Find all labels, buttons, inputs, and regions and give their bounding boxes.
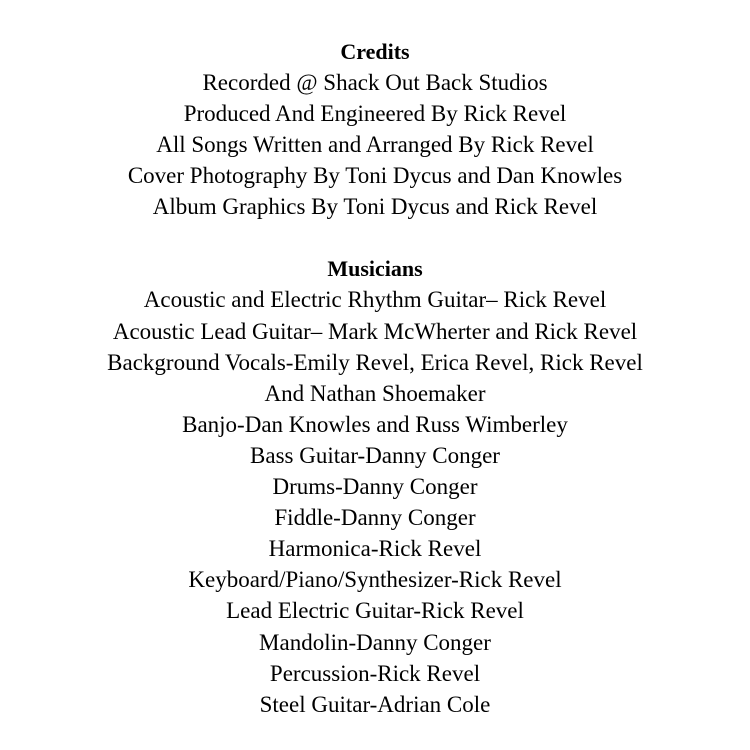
section-spacer	[0, 222, 750, 253]
musician-line: Banjo-Dan Knowles and Russ Wimberley	[182, 411, 568, 437]
musician-line: Drums-Danny Conger	[272, 474, 478, 500]
musician-line: Acoustic Lead Guitar– Mark McWherter and Rick Revel	[112, 318, 638, 344]
musician-line: Acoustic and Electric Rhythm Guitar– Rick Revel	[143, 287, 607, 313]
credits-document	[0, 36, 750, 720]
credit-line-produced: Produced And Engineered By Rick Revel	[183, 101, 567, 127]
musician-line: Fiddle-Danny Conger	[274, 505, 476, 531]
musicians-list	[0, 284, 750, 719]
credits-section	[0, 36, 750, 222]
musician-line: Lead Electric Guitar-Rick Revel	[226, 598, 524, 624]
musician-line: Mandolin-Danny Conger	[259, 629, 491, 655]
musician-line: Percussion-Rick Revel	[269, 660, 481, 686]
credits-heading: Credits	[340, 39, 410, 64]
musician-line: Bass Guitar-Danny Conger	[250, 442, 500, 468]
credit-line-album-graphics: Album Graphics By Toni Dycus and Rick Revel	[152, 194, 598, 220]
musician-line: Keyboard/Piano/Synthesizer-Rick Revel	[188, 567, 562, 593]
credit-line-recorded: Recorded @ Shack Out Back Studios	[202, 70, 548, 95]
musician-line: Steel Guitar-Adrian Cole	[259, 691, 491, 717]
credit-line-songs-written: All Songs Written and Arranged By Rick Revel	[156, 132, 594, 158]
credits-list	[0, 67, 750, 222]
musician-line: And Nathan Shoemaker	[264, 380, 486, 406]
musician-line: Harmonica-Rick Revel	[268, 536, 482, 562]
musician-line: Background Vocals-Emily Revel, Erica Revel, Rick Revel	[107, 349, 643, 375]
musicians-section	[0, 253, 750, 719]
musicians-heading: Musicians	[327, 256, 423, 282]
credit-line-cover-photography: Cover Photography By Toni Dycus and Dan Knowles	[127, 163, 623, 189]
